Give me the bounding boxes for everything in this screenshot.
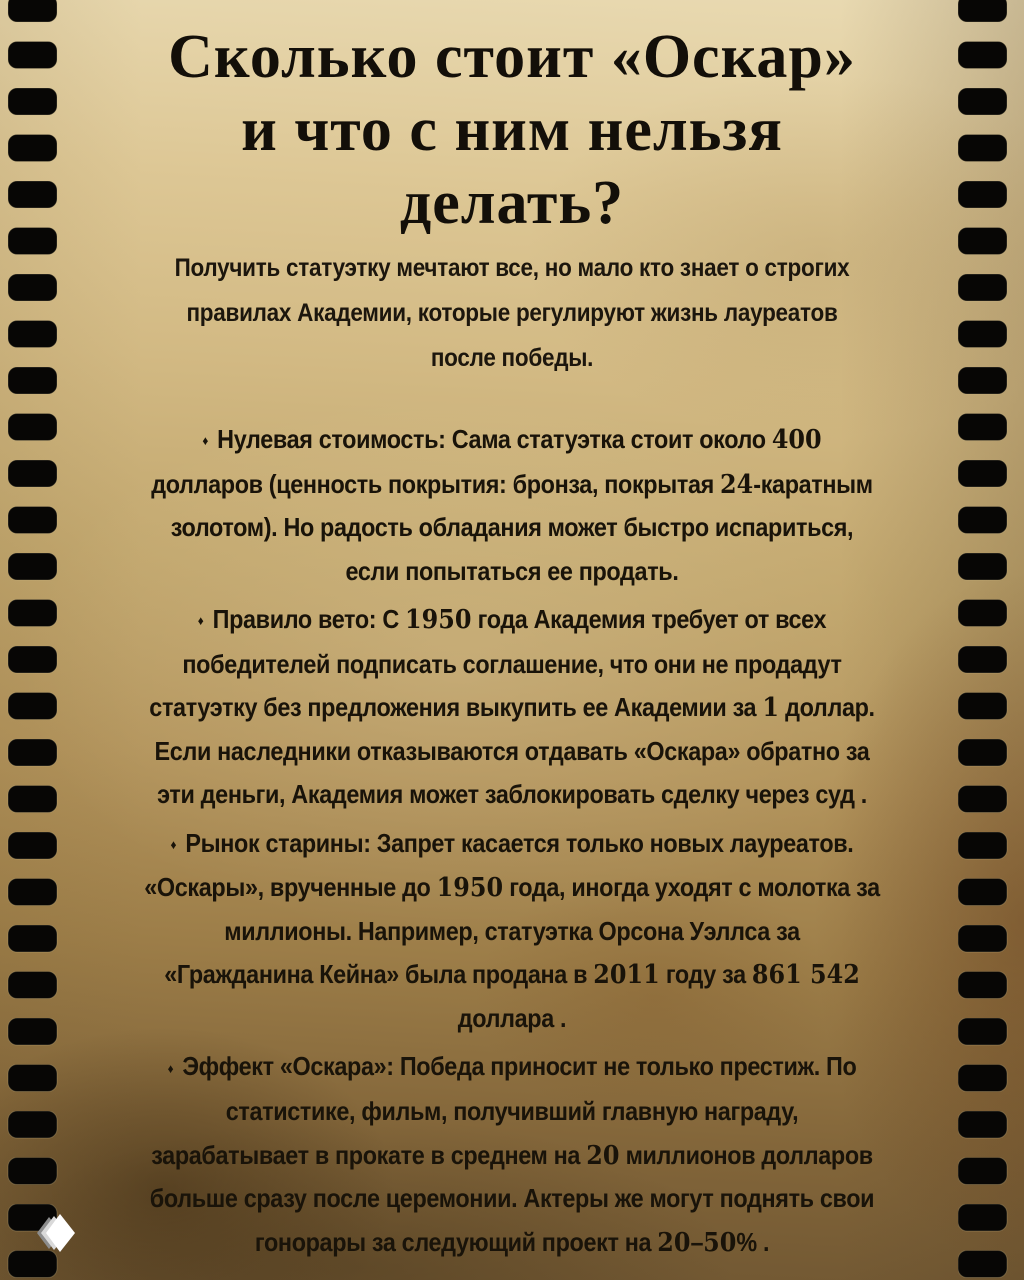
intro-text: Получить статуэтку мечтают все, но мало кто знает о строгих правилах Академии, которые регулируют жизнь лауреатов после победы. <box>174 254 850 372</box>
bullet-paragraph-antique-market: ♦ Рынок старины: Запрет касается только новых лауреатов. «Оскары», врученные до 1950 года, иногда уходят с молотка за миллионы. Например, статуэтка Орсона Уэллса за «Гражданина Кейна» была продана в 2011 году за 861 542 доллара . <box>144 827 880 1033</box>
bullet-paragraph-zero-cost: ♦ Нулевая стоимость: Сама статуэтка стоит около 400 долларов (ценность покрытия: бронза, покрытая 24-каратным золотом). Но радость обладания может быстро испариться, если попытаться ее продать. <box>151 424 873 586</box>
layered-diamonds-icon <box>30 1212 76 1254</box>
film-perforations-left-icon <box>0 0 66 1280</box>
bullet-paragraph-oscar-effect: ♦ Эффект «Оскара»: Победа приносит не только престиж. По статистике, фильм, получивший главную награду, зарабатывает в прокате в среднем на 20 миллионов долларов больше сразу после церемонии. Актеры же могут поднять свои гонорары за следующий проект на 20–50% . <box>149 1051 875 1258</box>
film-perforations-right-icon <box>958 0 1024 1280</box>
bullet-paragraph-veto-rule: ♦ Правило вето: С 1950 года Академия требует от всех победителей подписать соглашение, что они не продадут статуэтку без предложения выкупить ее Академии за 1 доллар. Если наследники отказываются отдавать «Оскара» обратно за эти деньги, Академия может заблокировать сделку через суд . <box>149 604 875 810</box>
bullet-list <box>66 418 958 1264</box>
page-title: Сколько стоит «Оскар» и что с ним нельзя делать? <box>168 23 856 237</box>
poster-content <box>66 0 958 1269</box>
